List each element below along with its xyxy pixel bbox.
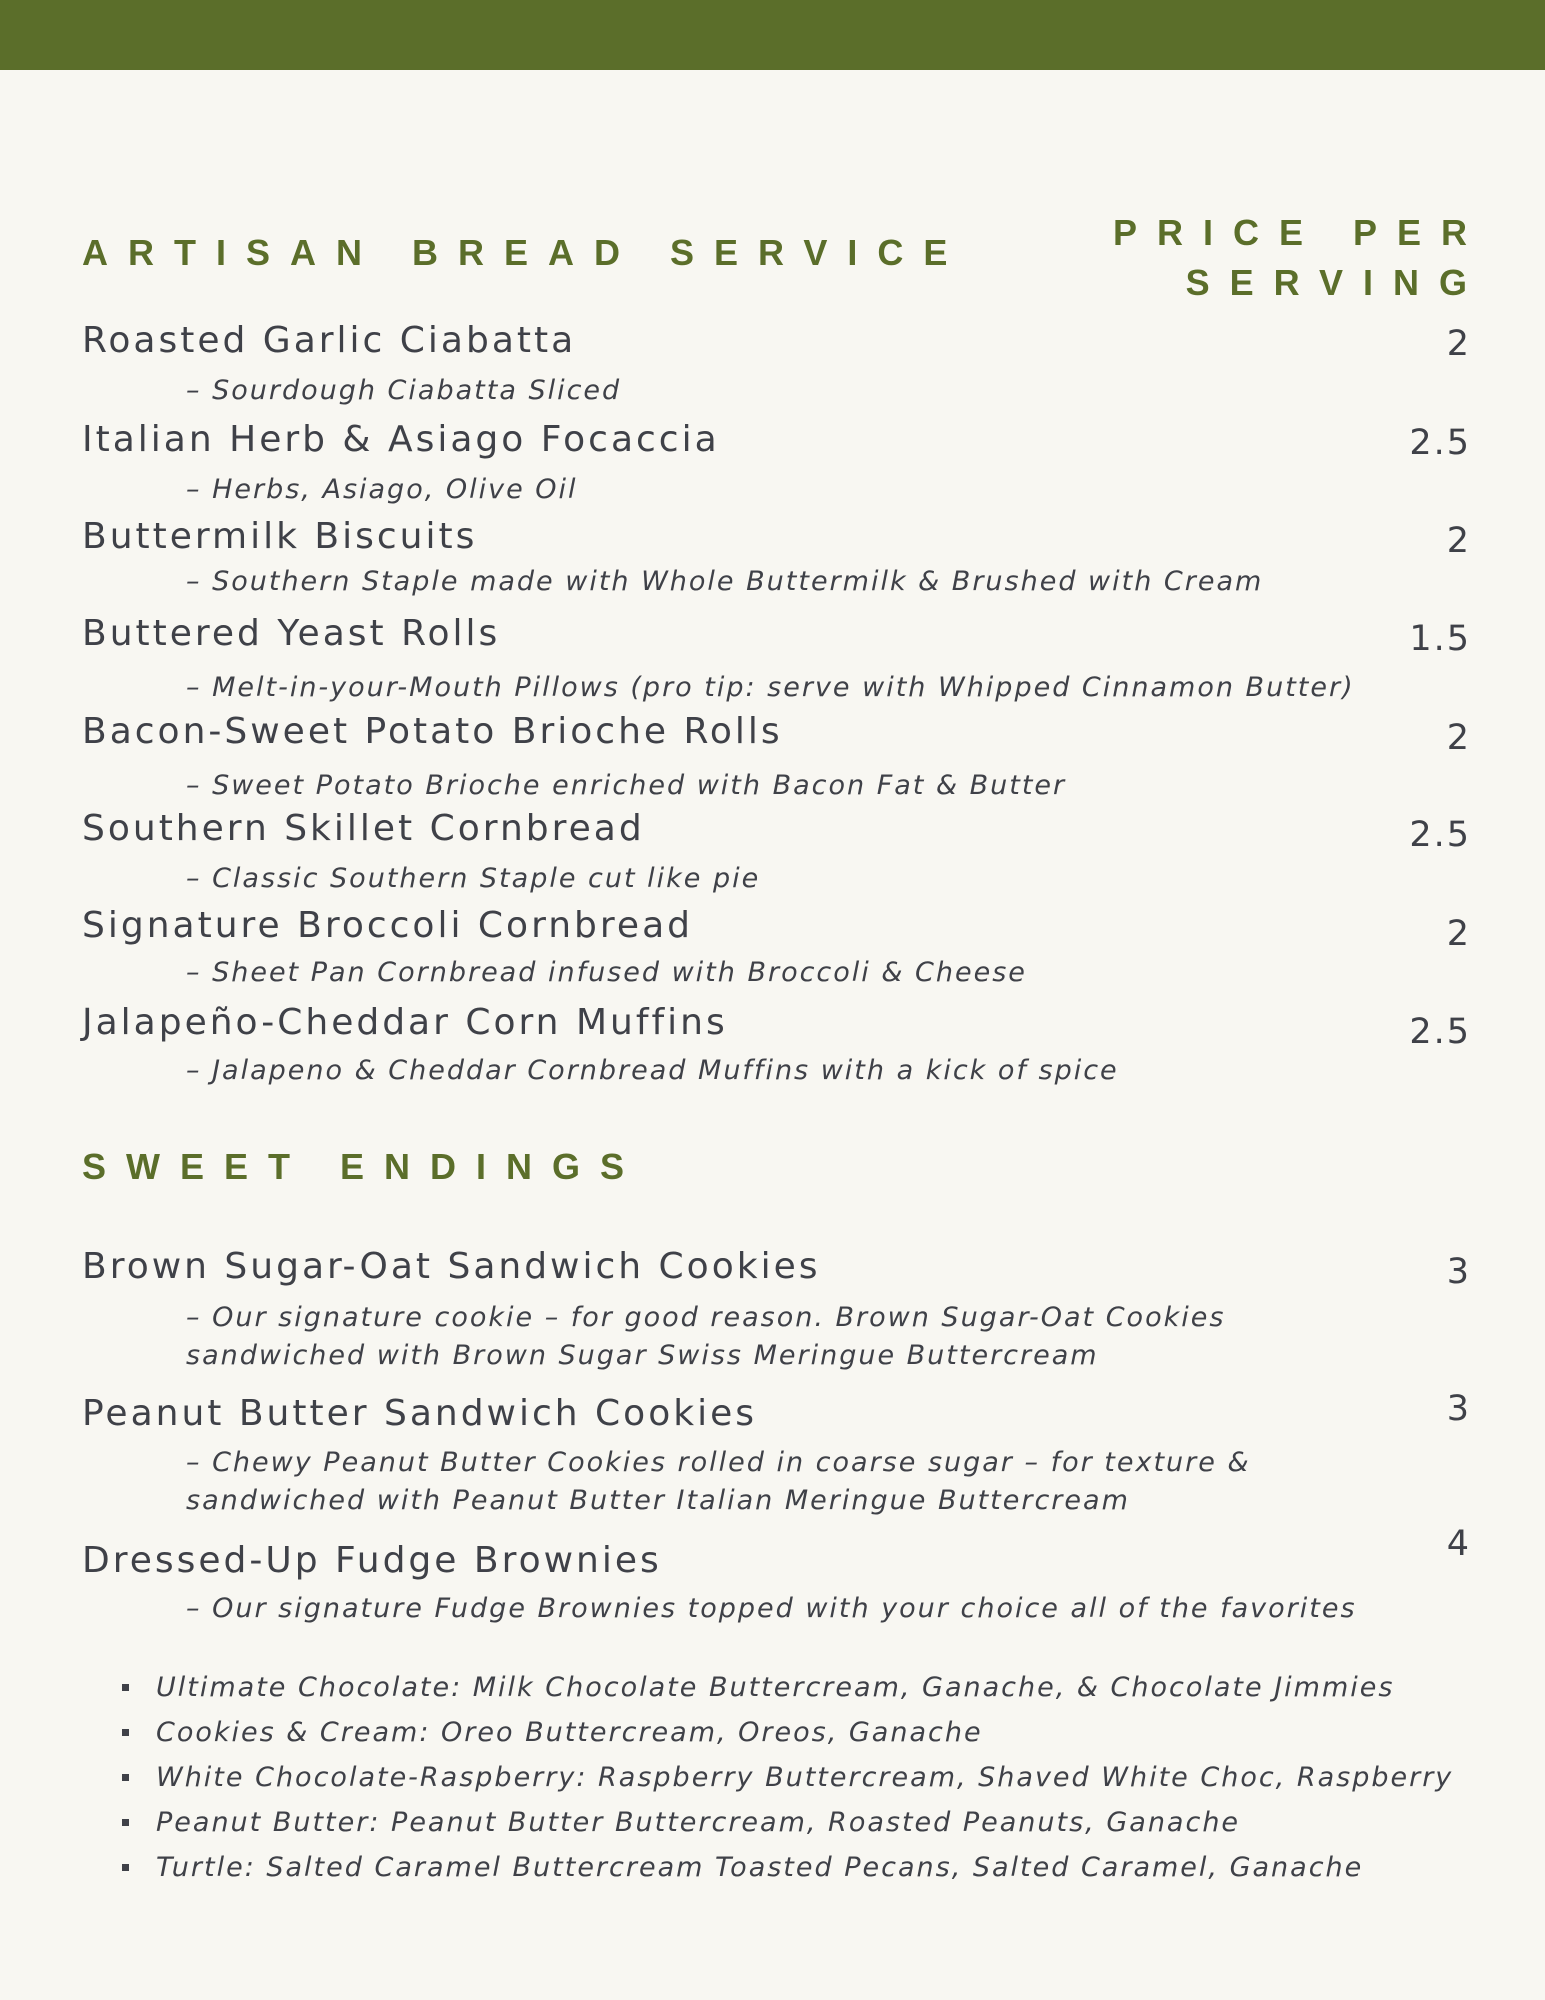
price-per-serving-header [1113,208,1487,308]
list-item [120,1665,1453,1710]
list-item [120,1710,1453,1755]
menu-item-description: – Herbs, Asiago, Olive Oil [186,474,578,505]
menu-item-name: Signature Broccoli Cornbread [82,905,693,946]
bullet-icon [122,1729,129,1736]
bread-section-title: ARTISAN BREAD SERVICE [82,232,968,273]
option-text: Peanut Butter: Peanut Butter Buttercream, Roasted Peanuts, Ganache [156,1807,1241,1838]
menu-item-name: Southern Skillet Cornbread [82,808,645,849]
menu-item-description: – Sourdough Ciabatta Sliced [186,375,622,406]
list-item [120,1845,1453,1890]
menu-item-name: Roasted Garlic Ciabatta [82,320,577,361]
option-text: White Chocolate-Raspberry: Raspberry Buttercream, Shaved White Choc, Raspberry [156,1762,1454,1793]
menu-item-name: Buttermilk Biscuits [82,516,478,557]
menu-item-description: – Our signature Fudge Brownies topped with your choice all of the favorites [186,1593,1357,1624]
price-header-line1: PRICE PER [1112,212,1487,253]
menu-item-description: – Southern Staple made with Whole Buttermilk & Brushed with Cream [186,566,1264,597]
price-header-line2: SERVING [1185,262,1487,303]
menu-item-description: – Melt-in-your-Mouth Pillows (pro tip: serve with Whipped Cinnamon Butter) [186,672,1355,703]
menu-item-price: 2 [1446,718,1471,758]
list-item [120,1755,1453,1800]
menu-item-description: – Classic Southern Staple cut like pie [186,863,761,894]
menu-item-description: – Jalapeno & Cheddar Cornbread Muffins with a kick of spice [186,1055,1119,1086]
menu-item-description: sandwiched with Brown Sugar Swiss Meringue Buttercream [186,1340,1099,1371]
menu-item-description: – Chewy Peanut Butter Cookies rolled in coarse sugar – for texture & [186,1447,1251,1478]
menu-item-name: Buttered Yeast Rolls [82,613,501,654]
menu-item-description: sandwiched with Peanut Butter Italian Meringue Buttercream [186,1485,1130,1516]
menu-item-name: Italian Herb & Asiago Focaccia [82,419,720,460]
menu-item-name: Dressed-Up Fudge Brownies [82,1540,662,1581]
menu-item-name: Brown Sugar-Oat Sandwich Cookies [82,1246,821,1287]
menu-item-name: Peanut Butter Sandwich Cookies [82,1393,757,1434]
menu-item-price: 2 [1446,324,1471,364]
option-text: Cookies & Cream: Oreo Buttercream, Oreos, Ganache [156,1717,983,1748]
menu-item-description: – Our signature cookie – for good reason. Brown Sugar-Oat Cookies [186,1302,1226,1333]
bullet-icon [122,1684,129,1691]
menu-item-price: 1.5 [1409,619,1471,659]
menu-item-price: 4 [1446,1524,1471,1564]
menu-item-price: 2 [1446,521,1471,561]
menu-item-price: 2.5 [1409,1012,1471,1052]
menu-item-name: Jalapeño-Cheddar Corn Muffins [82,1002,728,1043]
header-bar [0,0,1545,70]
bullet-icon [122,1819,129,1826]
menu-item-price: 3 [1446,1389,1471,1429]
list-item [120,1800,1453,1845]
bullet-icon [122,1774,129,1781]
menu-item-description: – Sweet Potato Brioche enriched with Bacon Fat & Butter [186,770,1067,801]
menu-item-description: – Sheet Pan Cornbread infused with Broccoli & Cheese [186,957,1027,988]
brownie-options-list [120,1665,1453,1890]
option-text: Turtle: Salted Caramel Buttercream Toasted Pecans, Salted Caramel, Ganache [156,1852,1364,1883]
menu-item-price: 2 [1446,914,1471,954]
menu-item-price: 3 [1446,1252,1471,1292]
menu-item-price: 2.5 [1409,423,1471,463]
menu-item-name: Bacon-Sweet Potato Brioche Rolls [82,711,783,752]
menu-item-price: 2.5 [1409,815,1471,855]
option-text: Ultimate Chocolate: Milk Chocolate Buttercream, Ganache, & Chocolate Jimmies [156,1672,1395,1703]
bullet-icon [122,1864,129,1871]
sweets-section-title: SWEET ENDINGS [82,1146,645,1187]
